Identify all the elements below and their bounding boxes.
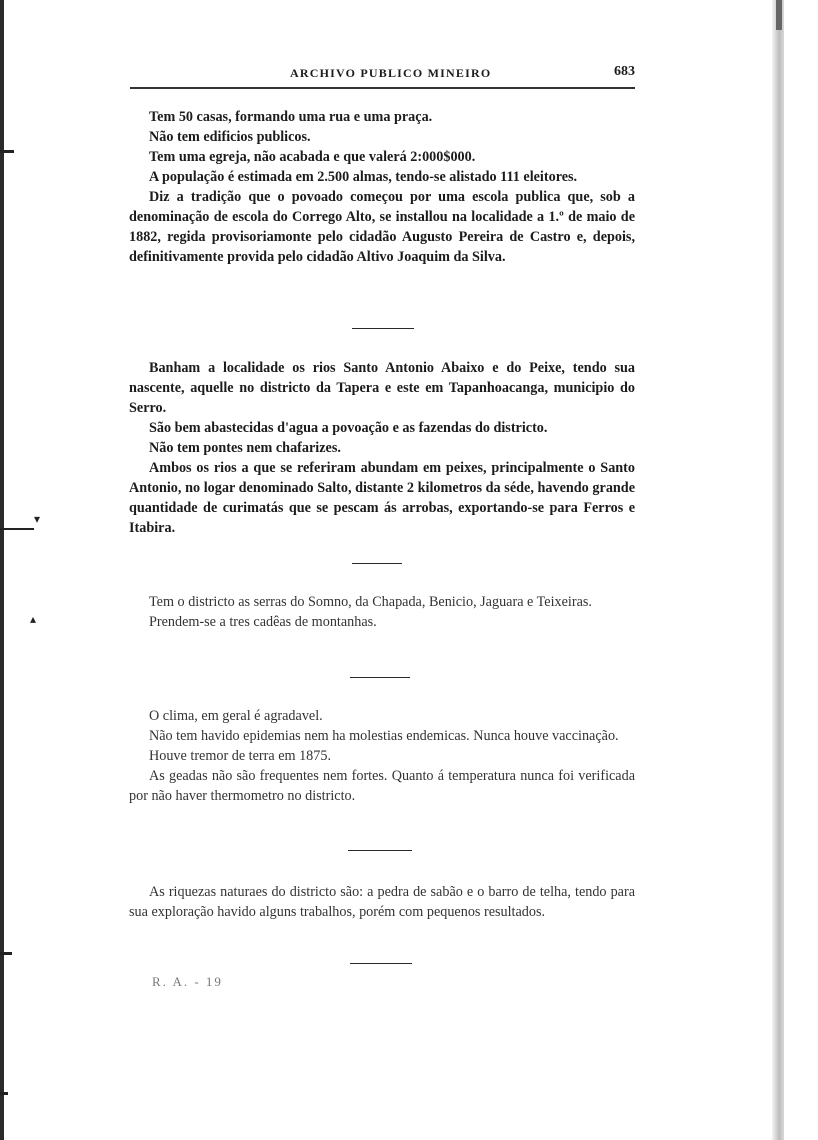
paragraph: Ambos os rios a que se referiram abundam em peixes, principalmente o Santo Antonio, no logar denominado Salto, distante 2 kilometros da séde, havendo grande quantidade de curimatás que se pescam ás arrobas, exportando-se para Ferros e Itabira.: [129, 460, 635, 536]
scan-left-edge: [0, 0, 4, 1140]
paragraph: Houve tremor de terra em 1875.: [149, 748, 332, 764]
paragraph: Tem 50 casas, formando uma rua e uma praça.: [149, 109, 433, 125]
signature-mark: R. A. - 19: [152, 974, 223, 989]
scan-mark: [0, 528, 34, 530]
scan-right-edge-mark: [776, 0, 782, 30]
paragraph: Prendem-se a tres cadêas de montanhas.: [149, 614, 377, 630]
paragraph: Tem o districto as serras do Somno, da Chapada, Benicio, Jaguara e Teixeiras.: [149, 594, 592, 610]
scan-speck: ▾: [34, 512, 41, 526]
section-rivers: [129, 358, 635, 538]
paragraph: A população é estimada em 2.500 almas, tendo-se alistado 111 eleitores.: [149, 169, 578, 185]
paragraph: Banham a localidade os rios Santo Antonio Abaixo e do Peixe, tendo sua nascente, aquelle no districto da Tapera e este em Tapanhoacanga, municipio do Serro.: [129, 360, 635, 416]
section-natural-resources: [129, 882, 635, 922]
scan-speck: ▴: [30, 612, 37, 626]
scan-mark: [0, 1092, 8, 1095]
scan-right-edge: [772, 0, 784, 1140]
paragraph: O clima, em geral é agradavel.: [149, 708, 323, 724]
section-climate: [129, 706, 635, 806]
paragraph: As riquezas naturaes do districto são: a pedra de sabão e o barro de telha, tendo para sua exploração havido alguns trabalhos, porém com pequenos resultados.: [129, 884, 635, 920]
paragraph: São bem abastecidas d'agua a povoação e as fazendas do districto.: [149, 420, 548, 436]
section-separator: [350, 963, 412, 964]
paragraph: Tem uma egreja, não acabada e que valerá 2:000$000.: [149, 149, 476, 165]
section-separator: [352, 328, 414, 329]
paragraph: Não tem edificios publicos.: [149, 129, 311, 145]
section-separator: [348, 850, 412, 851]
running-header: [130, 64, 635, 86]
scan-mark: [0, 150, 14, 153]
scan-mark: [0, 952, 12, 955]
section-separator: [350, 677, 410, 678]
paragraph: Não tem pontes nem chafarizes.: [149, 440, 341, 456]
section-population: [129, 107, 635, 267]
page-number: 683: [614, 64, 635, 79]
paragraph: As geadas não são frequentes nem fortes. Quanto á temperatura nunca foi verificada por não haver thermometro no districto.: [129, 768, 635, 804]
paragraph: Não tem havido epidemias nem ha molestias endemicas. Nunca houve vaccinação.: [149, 728, 619, 744]
header-title: ARCHIVO PUBLICO MINEIRO: [290, 66, 492, 80]
paragraph: Diz a tradição que o povoado começou por uma escola publica que, sob a denominação de escola do Corrego Alto, se installou na localidade a 1.º de maio de 1882, regida provisoriamonte pelo cidadão Augusto Pereira de Castro e, depois, definitivamente provida pelo cidadão Altivo Joaquim da Silva.: [129, 189, 635, 265]
header-rule: [130, 87, 635, 89]
section-separator: [352, 563, 402, 564]
section-mountains: [129, 592, 635, 632]
